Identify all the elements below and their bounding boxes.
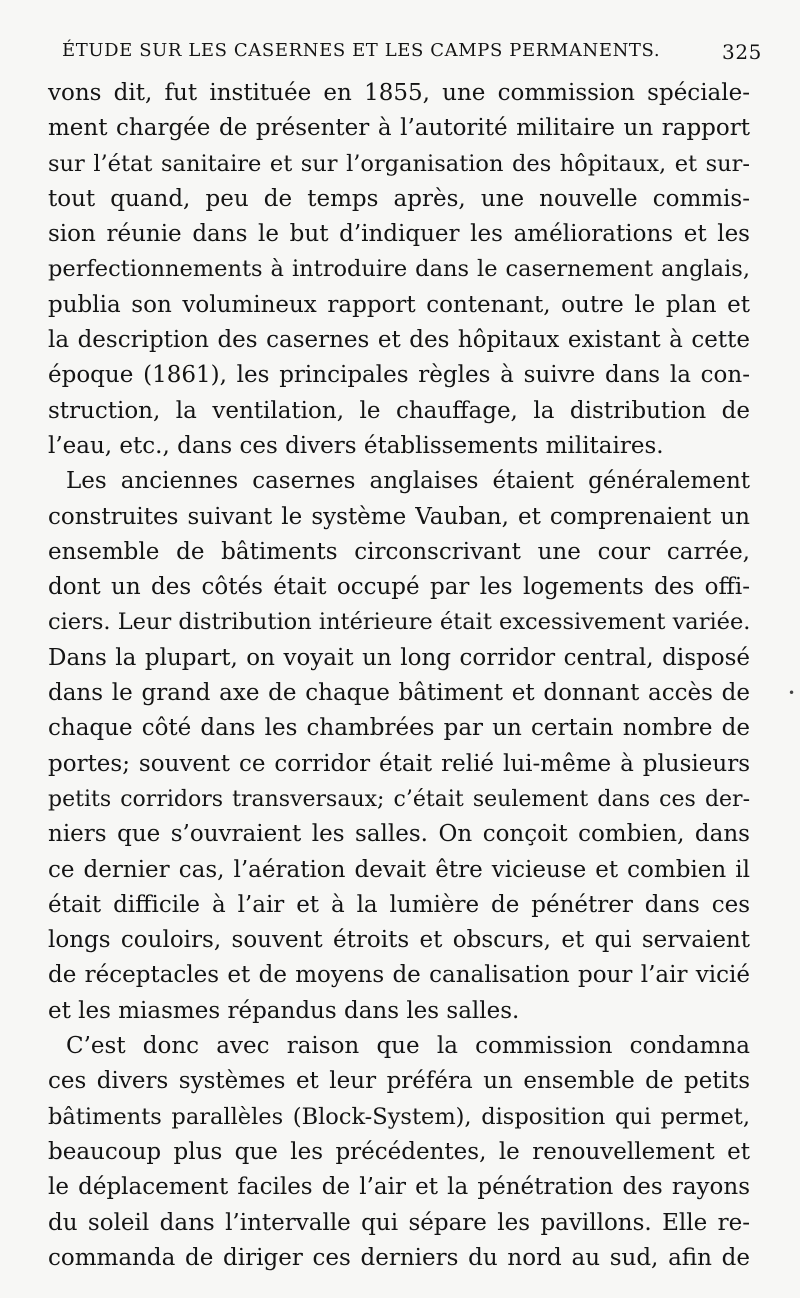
text-line: dans le grand axe de chaque bâtiment et donnant accès de (48, 680, 750, 707)
text-line: et les miasmes répandus dans les salles. (48, 997, 520, 1024)
text-line: petits corridors transversaux; c’était seulement dans ces der- (48, 786, 750, 812)
text-line: de réceptacles et de moyens de canalisation pour l’air vicié (48, 962, 750, 989)
text-line: perfectionnements à introduire dans le casernement anglais, (48, 256, 750, 283)
text-line: la description des casernes et des hôpitaux existant à cette (48, 327, 750, 354)
text-line: sion réunie dans le but d’indiquer les améliorations et les (48, 221, 750, 248)
margin-speck: • (788, 686, 796, 700)
text-line: chaque côté dans les chambrées par un certain nombre de (48, 715, 750, 742)
text-line: niers que s’ouvraient les salles. On conçoit combien, dans (48, 821, 750, 848)
text-line: publia son volumineux rapport contenant, outre le plan et (48, 291, 750, 318)
text-line: Les anciennes casernes anglaises étaient généralement (66, 468, 750, 495)
text-line: ce dernier cas, l’aération devait être vicieuse et combien il (48, 856, 750, 883)
text-line: C’est donc avec raison que la commission condamna (66, 1033, 750, 1060)
text-line: tout quand, peu de temps après, une nouvelle commis- (48, 185, 750, 212)
text-line: vons dit, fut instituée en 1855, une commission spéciale- (48, 80, 750, 106)
running-header (62, 40, 762, 74)
running-title: ÉTUDE SUR LES CASERNES ET LES CAMPS PERMANENTS. (62, 40, 661, 61)
text-line: ces divers systèmes et leur préféra un ensemble de petits (48, 1068, 750, 1095)
text-line: du soleil dans l’intervalle qui sépare les pavillons. Elle re- (48, 1209, 750, 1236)
text-line: construites suivant le système Vauban, et comprenaient un (48, 503, 750, 530)
text-line: portes; souvent ce corridor était relié lui-même à plusieurs (48, 750, 750, 777)
text-line: ciers. Leur distribution intérieure était excessivement variée. (48, 609, 751, 636)
text-line: Dans la plupart, on voyait un long corridor central, disposé (48, 644, 750, 671)
text-line: commanda de diriger ces derniers du nord au sud, afin de (48, 1244, 750, 1271)
text-line: bâtiments parallèles (Block-System), disposition qui permet, (48, 1103, 750, 1130)
page-number: 325 (722, 40, 762, 64)
text-line: époque (1861), les principales règles à suivre dans la con- (48, 362, 750, 389)
text-line: ment chargée de présenter à l’autorité militaire un rapport (48, 115, 750, 142)
text-line: sur l’état sanitaire et sur l’organisation des hôpitaux, et sur- (48, 150, 750, 177)
text-line: dont un des côtés était occupé par les logements des offi- (48, 574, 750, 601)
text-line: le déplacement faciles de l’air et la pénétration des rayons (48, 1174, 750, 1201)
paragraph (48, 76, 750, 464)
text-line: l’eau, etc., dans ces divers établissements militaires. (48, 432, 664, 459)
paragraph (48, 1029, 750, 1276)
text-line: longs couloirs, souvent étroits et obscurs, et qui servaient (48, 927, 750, 954)
paragraph (48, 464, 750, 1029)
text-line: était difficile à l’air et à la lumière de pénétrer dans ces (48, 891, 750, 918)
text-line: beaucoup plus que les précédentes, le renouvellement et (48, 1138, 750, 1165)
body-text (48, 76, 750, 1276)
text-line: struction, la ventilation, le chauffage, la distribution de (48, 397, 750, 424)
text-line: ensemble de bâtiments circonscrivant une cour carrée, (48, 538, 750, 565)
